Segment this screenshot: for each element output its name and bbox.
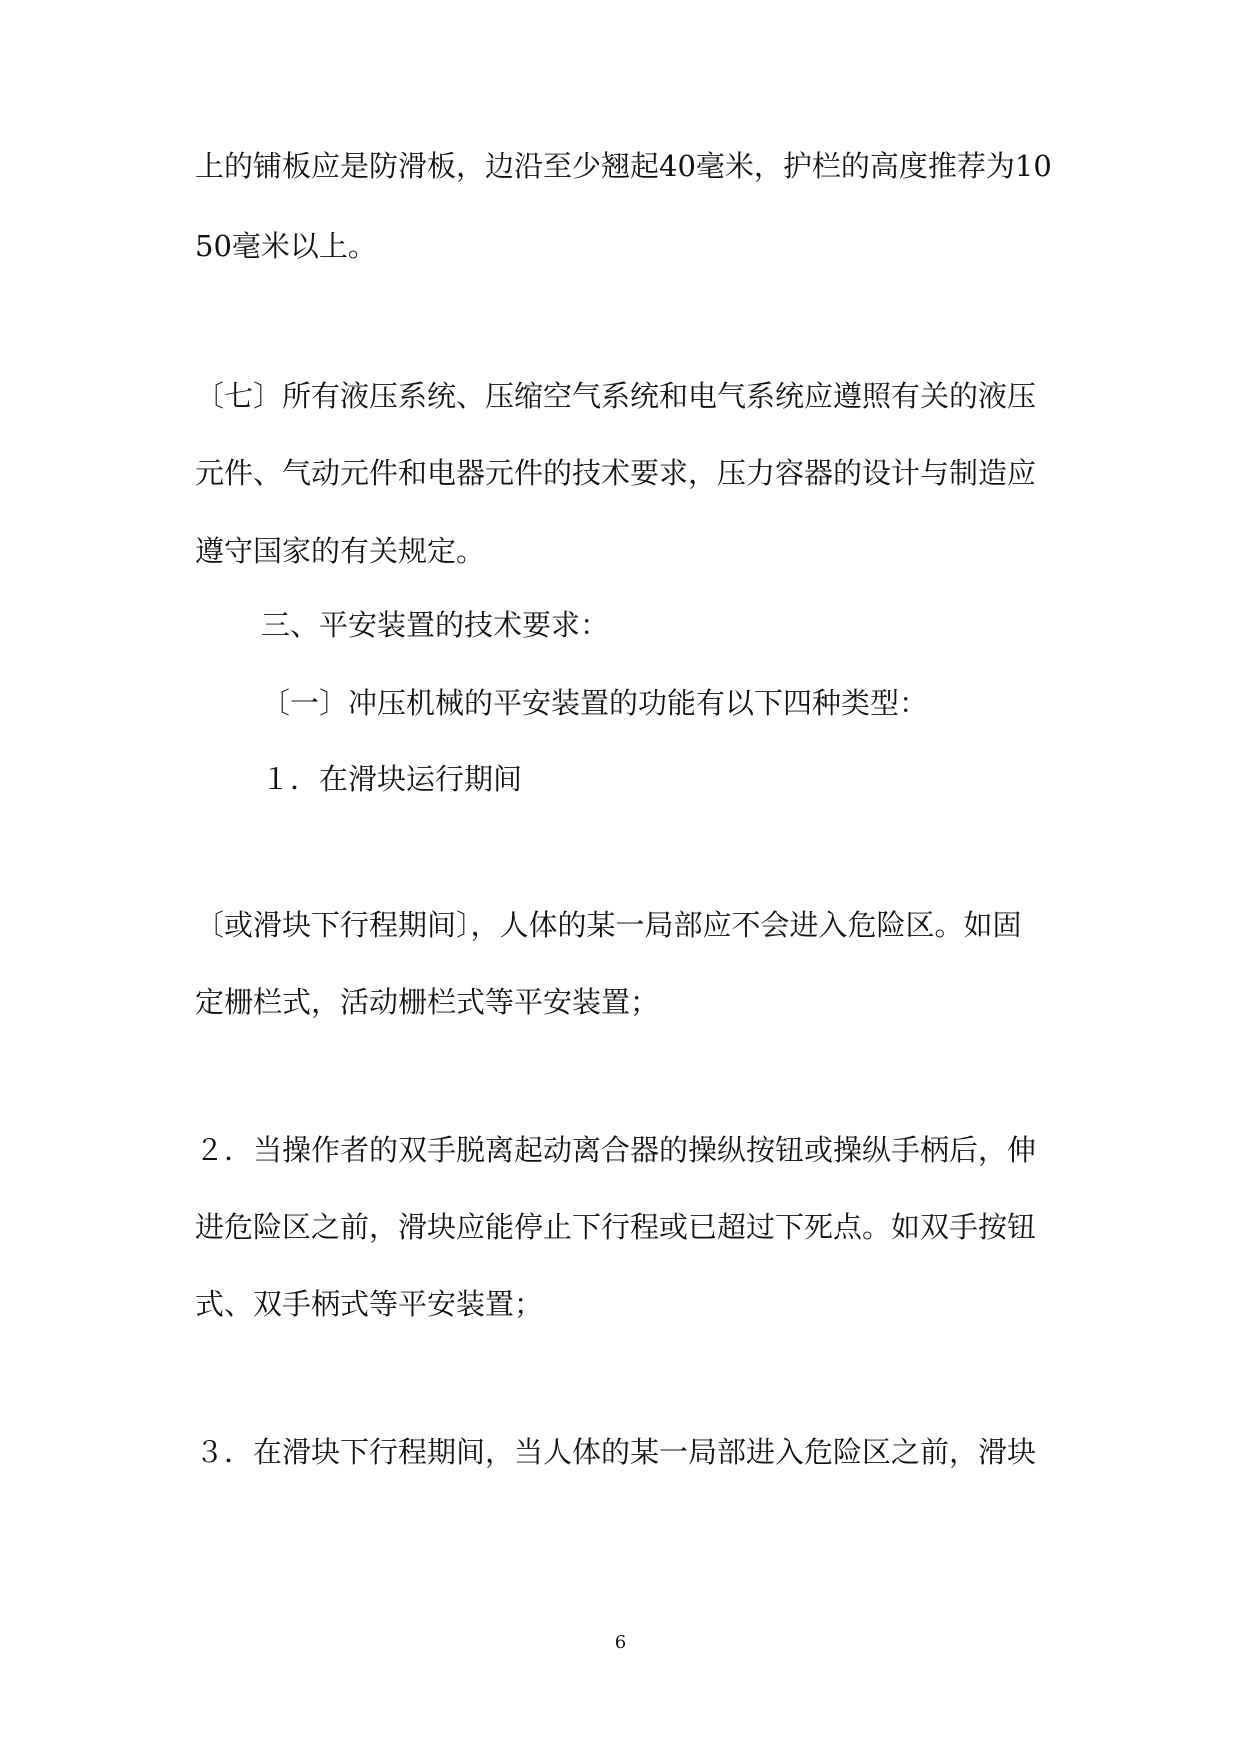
text-line-9: 〔或滑块下行程期间〕，人体的某一局部应不会进入危险区。如固 bbox=[195, 908, 1022, 942]
text-line-1: 上的铺板应是防滑板，边沿至少翘起40毫米，护栏的高度推荐为10 bbox=[195, 149, 1052, 183]
subsection-heading: 〔一〕冲压机械的平安装置的功能有以下四种类型： bbox=[261, 686, 929, 720]
section-heading: 三、平安装置的技术要求： bbox=[261, 608, 610, 642]
list-item-1-start: １．在滑块运行期间 bbox=[261, 762, 523, 796]
text-line-13: 式、双手柄式等平安装置； bbox=[195, 1287, 544, 1321]
text-line-10: 定栅栏式，活动栅栏式等平安装置； bbox=[195, 985, 660, 1019]
text-line-2: 50毫米以上。 bbox=[195, 229, 377, 263]
text-line-3: 〔七〕所有液压系统、压缩空气系统和电气系统应遵照有关的液压 bbox=[195, 379, 1037, 413]
page-number: 6 bbox=[614, 1632, 627, 1653]
text-line-12: 进危险区之前，滑块应能停止下行程或已超过下死点。如双手按钮 bbox=[195, 1210, 1037, 1244]
list-item-2-start: ２．当操作者的双手脱离起动离合器的操纵按钮或操纵手柄后，伸 bbox=[195, 1133, 1037, 1167]
list-item-3-start: ３．在滑块下行程期间，当人体的某一局部进入危险区之前，滑块 bbox=[195, 1435, 1037, 1469]
text-line-5: 遵守国家的有关规定。 bbox=[195, 534, 486, 568]
text-line-4: 元件、气动元件和电器元件的技术要求，压力容器的设计与制造应 bbox=[195, 456, 1037, 490]
